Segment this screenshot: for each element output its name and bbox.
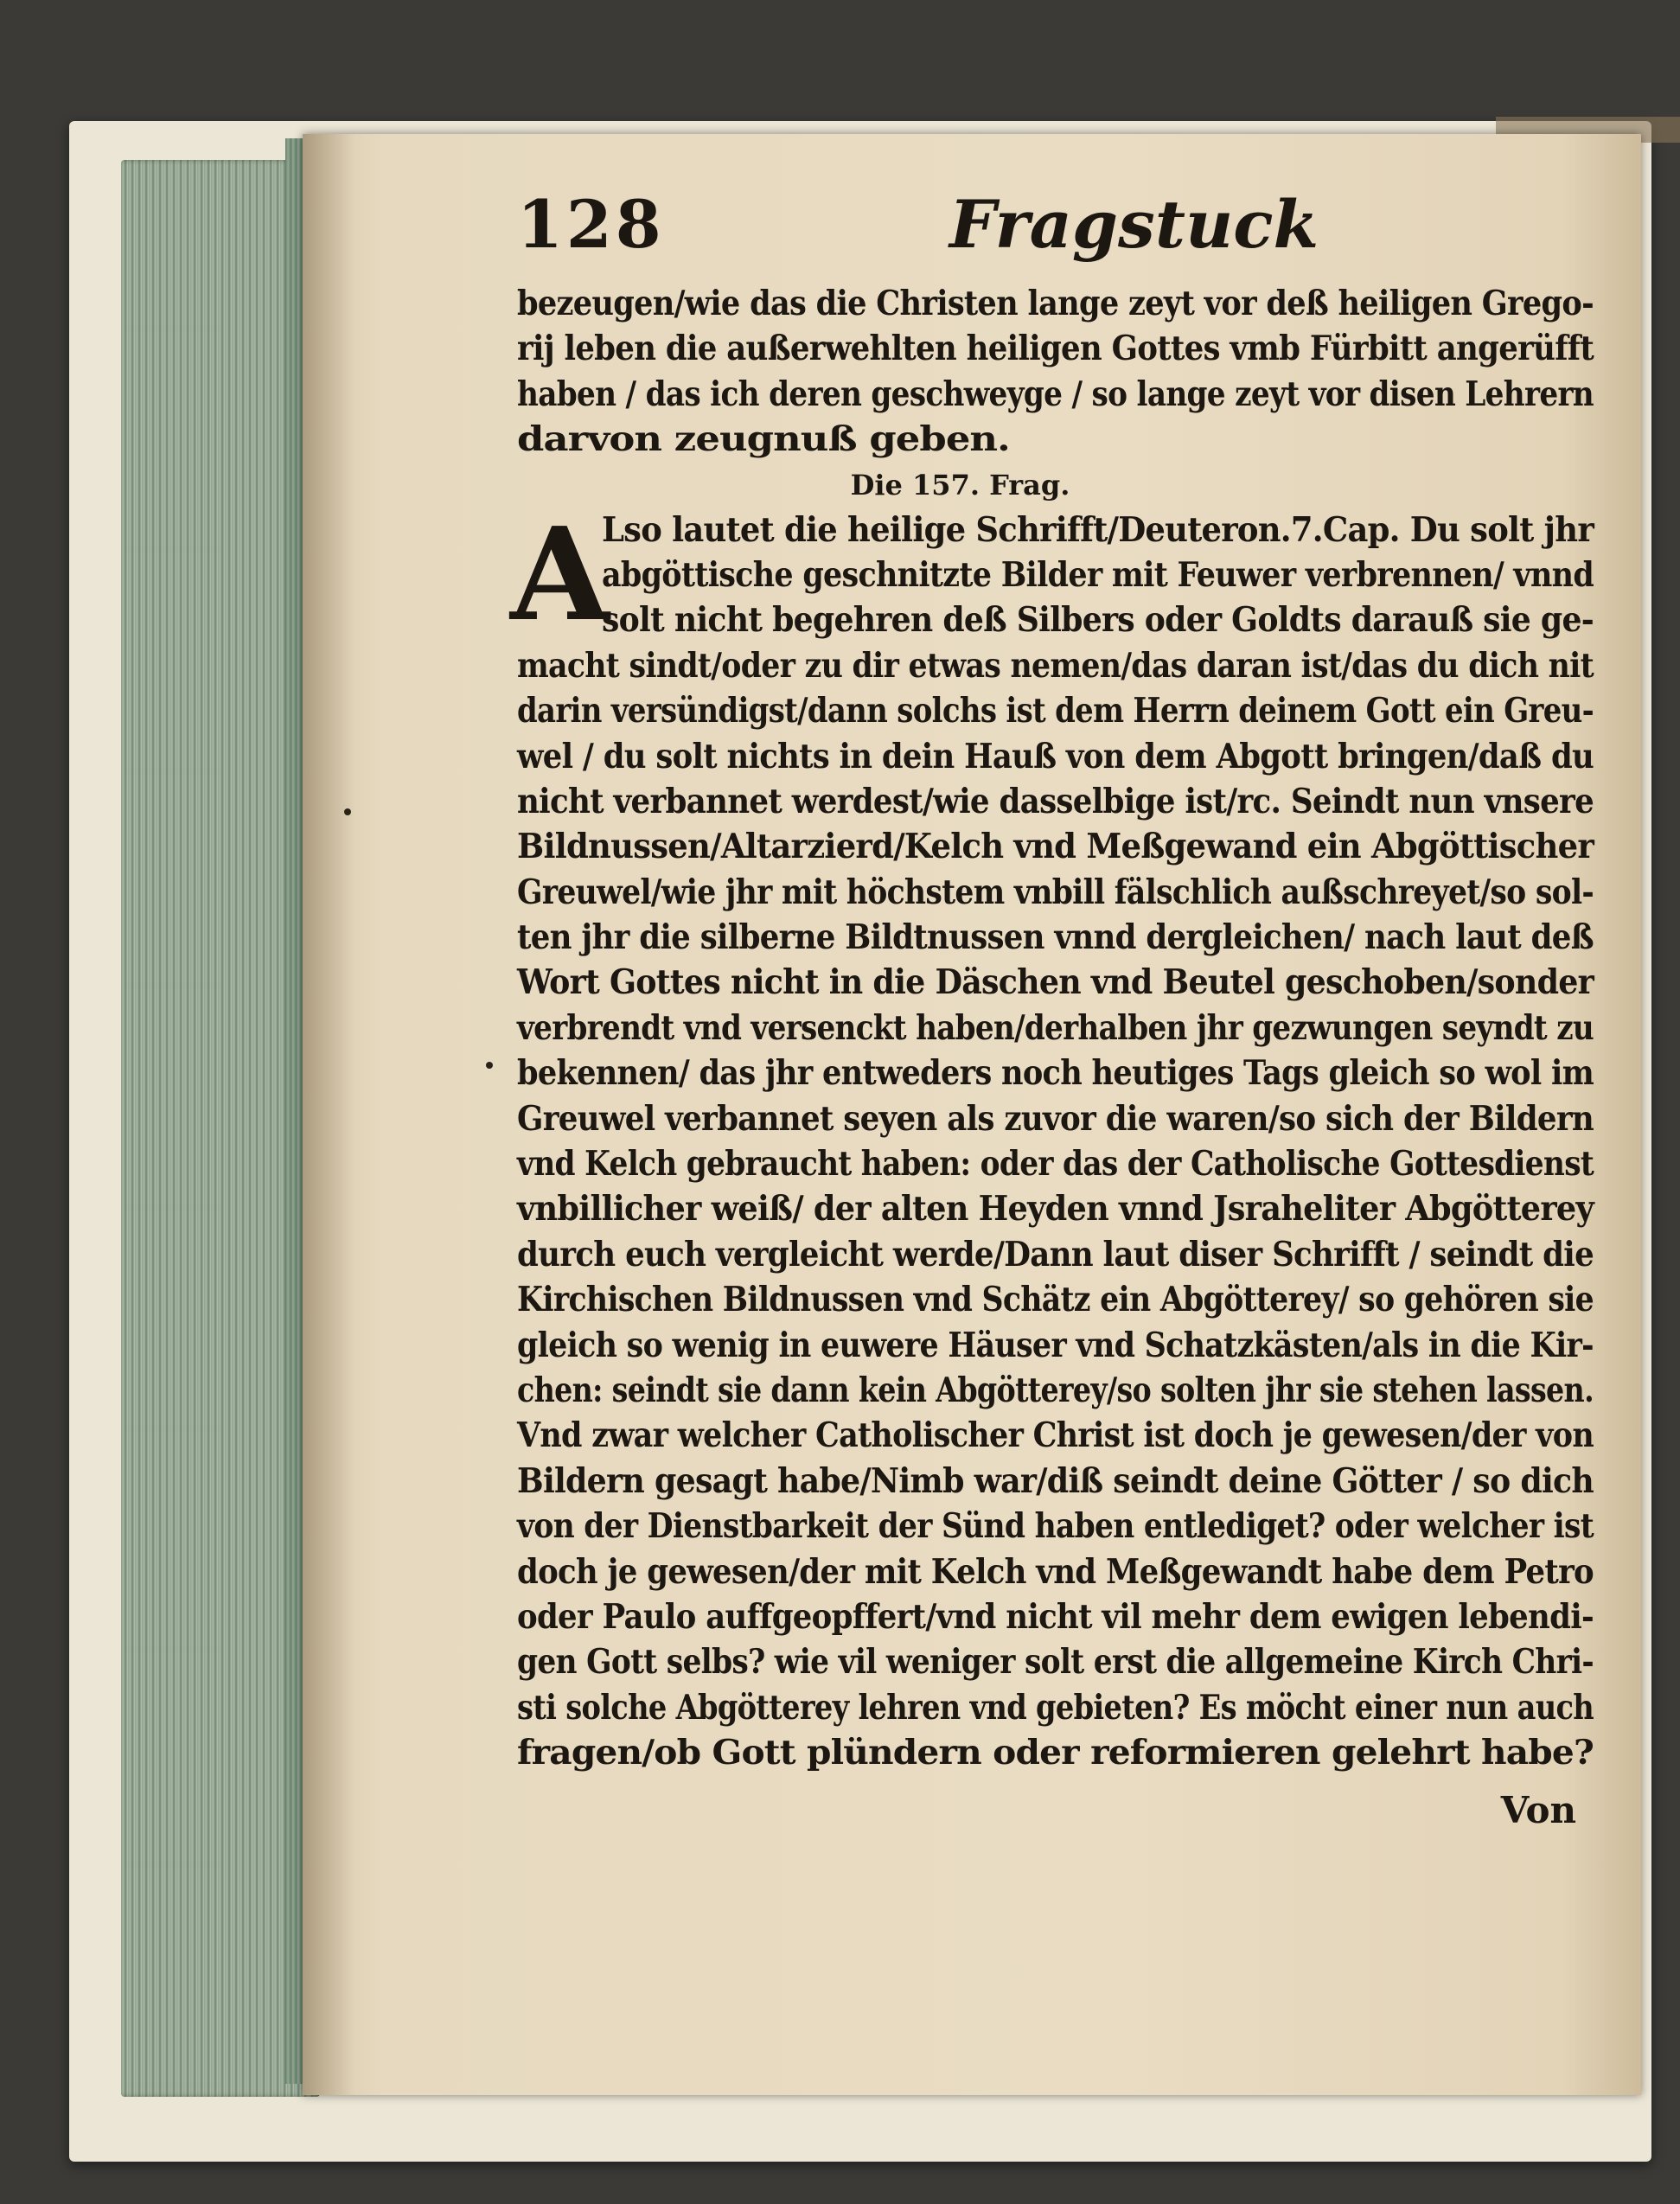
text-line: abgöttische geschnitzte Bilder mit Feuwer verbrennen/ vnnd bbox=[602, 554, 1594, 595]
catchword: Von bbox=[1500, 1788, 1576, 1831]
text-line: Greuwel/wie jhr mit höchstem vnbill fälschlich außschreyet/so sol- bbox=[517, 872, 1594, 912]
text-line: darvon zeugnuß geben. bbox=[517, 419, 1010, 460]
answer-paragraph bbox=[510, 498, 1594, 1776]
text-line: nicht verbannet werdest/wie dasselbige ist/rc. Seindt nun vnsere bbox=[517, 781, 1594, 821]
text-line: darin versündigst/dann solchs ist dem Herrn deinem Gott ein Greu- bbox=[517, 691, 1594, 731]
page-header bbox=[517, 186, 1594, 281]
text-line: von der Dienstbarkeit der Sünd haben entlediget? oder welcher ist bbox=[517, 1506, 1594, 1547]
text-line: rij leben die außerwehlten heiligen Gottes vmb Fürbitt angerüfft bbox=[517, 329, 1594, 369]
opening-paragraph bbox=[517, 281, 1594, 463]
text-line: wel / du solt nichts in dein Hauß von dem Abgott bringen/daß du bbox=[517, 736, 1594, 776]
drop-cap-initial: A bbox=[510, 498, 610, 649]
ink-speck bbox=[344, 808, 351, 815]
text-line: durch euch vergleicht werde/Dann laut diser Schrifft / seindt die bbox=[517, 1234, 1594, 1274]
text-line: vnbillicher weiß/ der alten Heyden vnnd Jsraheliter Abgötterey bbox=[517, 1189, 1594, 1230]
text-line: Lso lautet die heilige Schrifft/Deuteron.7.Cap. Du solt jhr bbox=[602, 509, 1594, 550]
text-line: vnd Kelch gebraucht haben: oder das der Catholische Gottesdienst bbox=[517, 1144, 1594, 1185]
text-line: macht sindt/oder zu dir etwas nemen/das daran ist/das du dich nit bbox=[517, 645, 1594, 686]
text-line: verbrendt vnd versenckt haben/derhalben jhr gezwungen seyndt zu bbox=[517, 1007, 1594, 1048]
text-line: sti solche Abgötterey lehren vnd gebieten? Es möcht einer nun auch bbox=[517, 1687, 1594, 1728]
text-line: Bildern gesagt habe/Nimb war/diß seindt deine Götter / so dich bbox=[517, 1460, 1594, 1501]
text-block bbox=[510, 186, 1594, 1837]
text-line: fragen/ob Gott plündern oder reformieren gelehrt habe? bbox=[517, 1733, 1594, 1773]
text-line: gleich so wenig in euwere Häuser vnd Schatzkästen/als in die Kir- bbox=[517, 1325, 1594, 1365]
text-line: Greuwel verbannet seyen als zuvor die waren/so sich der Bildern bbox=[517, 1098, 1594, 1139]
text-line: Vnd zwar welcher Catholischer Christ ist doch je gewesen/der von bbox=[517, 1415, 1594, 1456]
text-line: Wort Gottes nicht in die Däschen vnd Beutel geschoben/sonder bbox=[517, 962, 1594, 1003]
text-line: chen: seindt sie dann kein Abgötterey/so solten jhr sie stehen lassen. bbox=[517, 1370, 1594, 1410]
text-line: haben / das ich deren geschweyge / so lange zeyt vor disen Lehrern bbox=[517, 374, 1594, 414]
text-line: bezeugen/wie das die Christen lange zeyt vor deß heiligen Grego- bbox=[517, 284, 1594, 323]
text-line: Bildnussen/Altarzierd/Kelch vnd Meßgewand ein Abgöttischer bbox=[517, 827, 1594, 867]
text-line: oder Paulo auffgeopffert/vnd nicht vil mehr dem ewigen lebendi- bbox=[517, 1596, 1594, 1637]
text-line: gen Gott selbs? wie vil weniger solt erst die allgemeine Kirch Chri- bbox=[517, 1642, 1594, 1683]
running-title: Fragstuck bbox=[949, 186, 1319, 263]
text-line: ten jhr die silberne Bildtnussen vnnd dergleichen/ nach laut deß bbox=[517, 917, 1594, 958]
ink-speck bbox=[486, 1062, 493, 1069]
text-line: doch je gewesen/der mit Kelch vnd Meßgewandt habe dem Petro bbox=[517, 1551, 1594, 1592]
text-line: Kirchischen Bildnussen vnd Schätz ein Abgötterey/ so gehören sie bbox=[517, 1280, 1594, 1320]
page-number: 128 bbox=[517, 186, 665, 263]
question-heading: Die 157. Frag. bbox=[850, 468, 1070, 501]
gutter-shadow bbox=[303, 134, 355, 2095]
text-line: solt nicht begehren deß Silbers oder Goldts darauß sie ge- bbox=[602, 600, 1594, 641]
text-line: bekennen/ das jhr entweders noch heutiges Tags gleich so wol im bbox=[517, 1053, 1594, 1094]
